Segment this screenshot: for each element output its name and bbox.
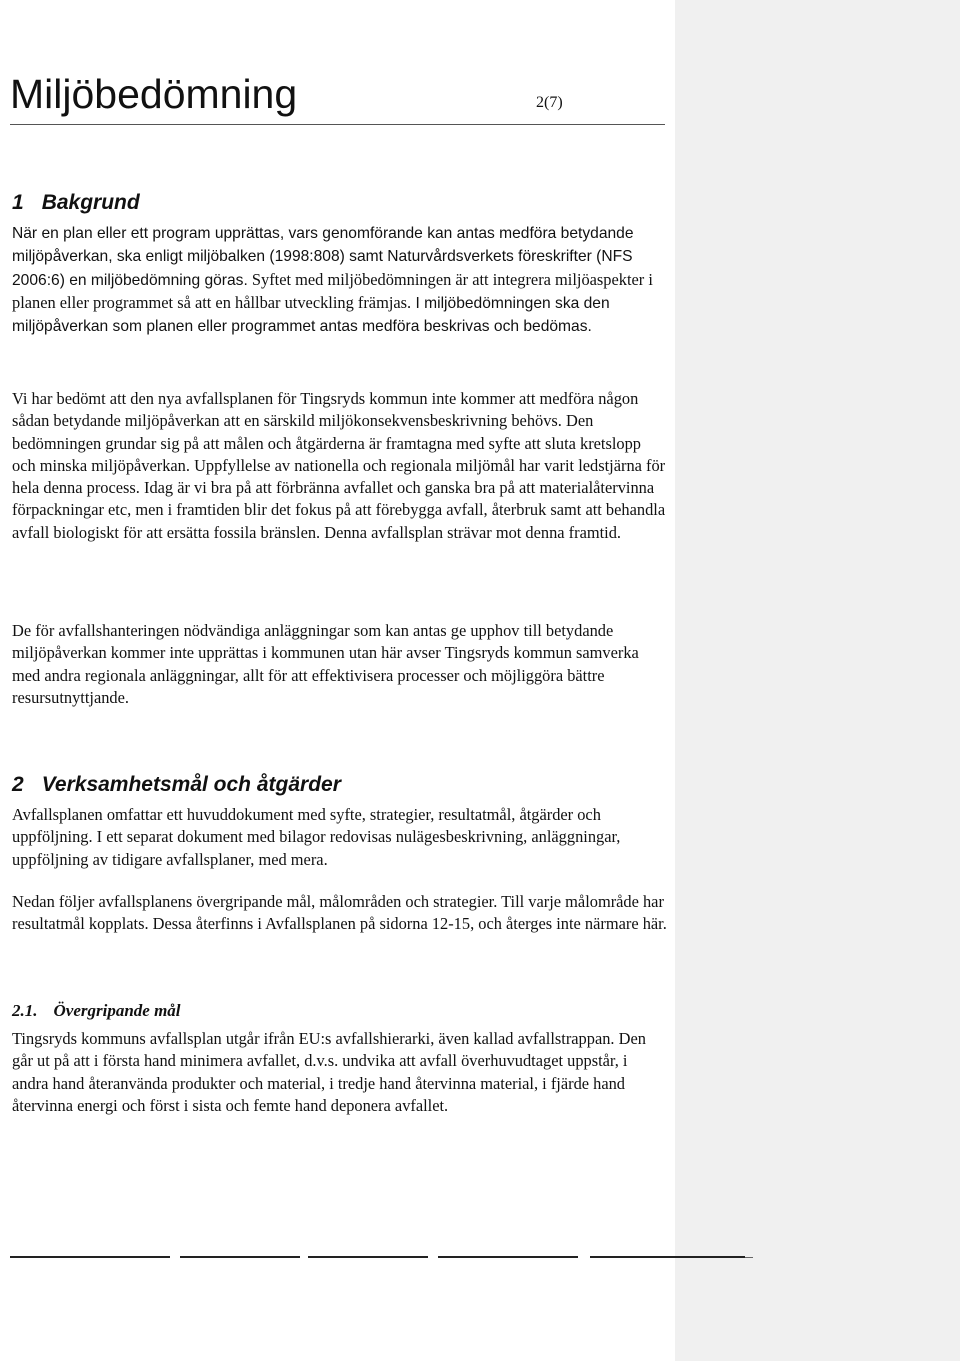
section-number: 1: [12, 191, 24, 214]
comment-margin: [675, 0, 960, 1361]
footer-rule-2: [180, 1256, 300, 1258]
footer-rule-4: [438, 1256, 578, 1258]
paragraph-bakgrund-2: Vi har bedömt att den nya avfallsplanen för Tingsryds kommun inte kommer att medföra någon sådan betydande miljöpåverkan att en särskild miljökonsekvensbeskrivning behövs. Den bedömningen grundar sig på att målen och åtgärderna är framtagna med syfte att sluta kretslopp och minska miljöpåverkan. Uppfyllelse av nationella och regionala miljömål har varit ledstjärna för hela denna process. Idag är vi bra på att förbränna avfallet och ganska bra på att materialåtervinna förpackningar etc, men i framtiden blir det fokus på att förebygga avfall, återbruk samt att behandla avfall biologiskt för att ersätta fossila bränslen. Denna avfallsplan strävar mot denna framtid.: [12, 389, 666, 542]
footer-rule-1: [10, 1256, 170, 1258]
paragraph-text-serif: Syftet med miljöbedömningen är att integrera miljöaspekter i planen eller programmet så att en hållbar utveckling främjas.: [12, 269, 653, 312]
paragraph-text-sans: När en plan eller ett program upprättas, vars genomförande kan antas medföra betydande miljöpåverkan, ska enligt miljöbalken (1998:808) samt Naturvårdsverkets föreskrifter (NFS 2006:6) en miljöbedömning göras.: [12, 225, 634, 289]
paragraph-verksamhet-1: Avfallsplanen omfattar ett huvuddokument med syfte, strategier, resultatmål, åtgärder och uppföljning. I ett separat dokument med bilagor redovisas nulägesbeskrivning, anläggningar, uppföljning av tidigare avfallsplaner, med mera.: [12, 805, 621, 869]
paragraph-bakgrund-1: [12, 222, 667, 338]
footer-rule-3: [308, 1256, 428, 1258]
page-title: Miljöbedömning: [10, 71, 298, 117]
footer-rule-end: [745, 1257, 753, 1258]
page-number: 2(7): [536, 94, 563, 111]
section-title: Verksamhetsmål och åtgärder: [41, 773, 341, 796]
subsection-number: 2.1.: [12, 1001, 38, 1020]
header-rule: [10, 124, 665, 125]
section-heading-verksamhet: [12, 771, 341, 799]
subsection-heading-overgripande: [12, 999, 181, 1023]
paragraph-text-sans-end: I miljöbedömningen ska den miljöpåverkan som planen eller programmet antas medföra beskrivas och bedömas.: [12, 294, 610, 336]
section-title: Bakgrund: [41, 191, 140, 214]
paragraph-overgripande-1: Tingsryds kommuns avfallsplan utgår ifrån EU:s avfallshierarki, även kallad avfallstrappan. Den går ut på att i första hand minimera avfallet, d.v.s. undvika att avfall överhuvudtaget uppstår, i andra hand återanvända produkter och material, i tredje hand återvinna material, i fjärde hand återvinna energi och först i sista och femte hand deponera avfallet.: [12, 1029, 646, 1115]
footer-rule-5: [590, 1256, 745, 1258]
subsection-title: Övergripande mål: [53, 1001, 181, 1020]
section-number: 2: [12, 773, 24, 796]
section-heading-bakgrund: [12, 189, 140, 217]
paragraph-verksamhet-2: Nedan följer avfallsplanens övergripande mål, målområden och strategier. Till varje målområde har resultatmål kopplats. Dessa återfinns i Avfallsplanen på sidorna 12-15, och återges inte närmare här.: [12, 892, 667, 934]
paragraph-bakgrund-3: De för avfallshanteringen nödvändiga anläggningar som kan antas ge upphov till betydande miljöpåverkan kommer inte upprättas i kommunen utan här avser Tingsryds kommun samverka med andra regionala anläggningar, allt för att effektivisera processer och möjliggöra bättre resursutnyttjande.: [12, 621, 639, 707]
